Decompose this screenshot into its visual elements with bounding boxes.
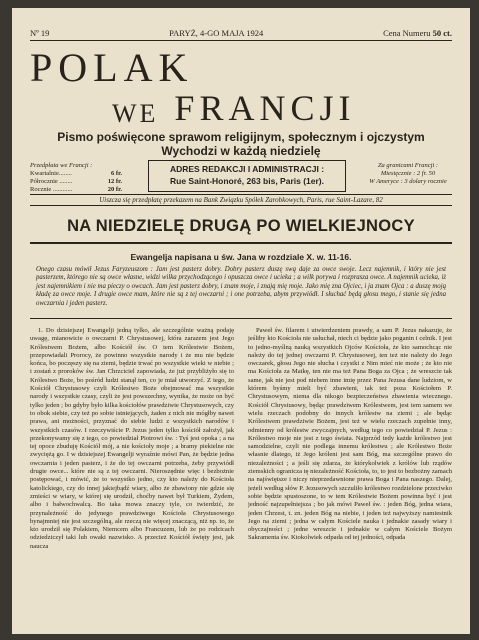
- subscription-abroad-monthly: Miesięcznie : 2 fr. 50: [380, 170, 436, 177]
- subtitle-line-1: Pismo poświęcone sprawom religijnym, społecznym i ojczystym: [57, 130, 425, 144]
- subscription-row: [30, 178, 122, 186]
- subscription-abroad: [364, 162, 452, 186]
- article-column-right: [248, 327, 452, 628]
- subscription-label: Kwartalnie........: [30, 170, 72, 177]
- article-paragraph: 1. Do dzisiejszej Ewangelji jedną tylko, ale szczególnie ważną podaję uwagę, mianowicie o owczarni P. Chrystusowej, która zarazem jest Jego Królestwem Bożem, albo Kościół św. O tem Królestwie Bożem, przepowiadali Prorocy, że powinno wszystkie narody i że mu nie będzie końca, bo poczęszy się na ziemi, będzie trwać po wszystkie wieki w niebie ; i zostań z proroków św. Jan Chrzciciel zapowiada, że już przybliżyło się to Królestwo Boże, bo pośród ludzi stanął ten, co je miał utworzyć. Z tego, że Kościół Chrystusowy czyli Królestwo Boże obejmować ma wszystkie narody i wszystkie czasy, czyli że jest powszechny, wynika, że może on być tylko jeden ; bo gdyby było kilka kościołów prawdziwie Chrystusowych, czy to obok siebie, czy też po sobie istniejących, żaden z nich nie mógłby nawet prawa, ani możności, przyznać do siebie ludzi z wszystkich narodów i wszystkich czasów. I rzeczywiście P. Jezus jeden tylko kościół założył, jak przekonywamy się z tego, co powiedział Piotrowi św. : Tyś jest opoka ; a na tej opoce zbuduję Kościół mój, a nie kościoły moje ; a bramy piekielne nie zwyciężą go. I w dzisiejszej Ewangelji wyraźnie mówi Pan, że będzie jedna owczarnia i jeden pasterz, i że do tej owczarni potrzeba, żeby przywiódł drugie owce... które nie są z tej owczarni. Nieroszędnie więc i bezbożnie postępować, i mówić, że to wszystko jedno, czy kto należy do Kościoła katolickiego, czy do innej jakiejbądź wiary, albo że zbawiony nie gdzie się zmieści w wiary, w której się urodził, choćby nawet był Turkiem, Żydem, albo i bałwochwalcą. Bo taka mowa znaczy tyle, co twierdzić, że przynależność do jedynego prawdziwego Kościoła Chrystusowego bynajmniej nie jest szczególną, ale rzeczą nie więcej znaczącą, niż np. to, że kto urodził się Polakiem, Niemcem albo Francuzem, lub że po rodzicach odziedziczył taki lub owaki nazwisko. A przecież Kościół święty jest, jak naucza: [30, 327, 234, 550]
- administration-heading: ADRES REDAKCJI I ADMINISTRACJI :: [169, 164, 325, 174]
- issue-price: [383, 28, 452, 40]
- masthead-title-line2: [112, 90, 355, 132]
- subscription-value: 12 fr.: [107, 178, 122, 185]
- price-label: Cena Numeru: [383, 28, 431, 38]
- subscription-france-heading: Przedpłata we Francji :: [30, 162, 93, 169]
- subscription-value: 6 fr.: [111, 170, 122, 177]
- subtitle-line-2: Wychodzi w każdą niedzielę: [161, 144, 321, 158]
- issue-date: PARYŻ, 4-GO MAJA 1924: [169, 28, 264, 38]
- subscription-label: Półrocznie ........: [30, 178, 73, 185]
- price-value: 50 ct.: [432, 28, 452, 38]
- masthead-title-francji: FRANCJI: [174, 88, 356, 128]
- subscription-abroad-heading: Za granicami Francji :: [377, 162, 439, 169]
- subscription-value: 20 fr.: [107, 186, 122, 193]
- issue-number: Nº 19: [30, 28, 50, 38]
- article-column-left: [30, 327, 234, 628]
- subscription-france: [30, 162, 122, 194]
- administration-address: Rue Saint-Honoré, 263 bis, Paris (1er).: [170, 176, 324, 186]
- administration-box: [148, 160, 346, 192]
- subscription-label: Rocznie ............: [30, 186, 73, 193]
- subscription-row: [30, 170, 122, 178]
- newspaper-page: [12, 8, 470, 634]
- masthead-title-polak: POLAK: [30, 45, 194, 90]
- info-bar: [30, 160, 452, 193]
- subscription-row: [30, 186, 122, 194]
- gospel-text: Onego czasu mówił Jezus Faryzeuszom : Jam jest pasterz dobry. Dobry pasterz duszę swą daje za owce swoje. Lecz najemnik, i który nie jest pasterzem, którego nie są owce własne, widzi wilka przychodzącego i opuszcza owce i ucieka ; a wilk porywa i rozprasza owce. A najemnik ucieka, iż jest najemnikiem i nie ma pieczy o owcach. Jam jest pasterz dobry, i znam moje, i znają mię moje. Jako mię zna Ojciec, i ja znam Ojca : a duszę moją kładę za owce moje. I drugie owce mam, które nie są z tej owczarni ; i one potrzeba, abym przywiódł. I słuchać będą głosu mego, i stanie się jedna owczarnia i jeden pasterz.: [36, 266, 446, 307]
- article-body: [30, 318, 452, 628]
- subscription-abroad-america: W Ameryce : 3 dolary rocznie: [369, 178, 447, 185]
- masthead-subtitle: [30, 130, 452, 158]
- gospel-title: Ewangelja napisana u św. Jana w rozdziale X. w. 11-16.: [130, 252, 352, 262]
- article-headline: NA NIEDZIELĘ DRUGĄ PO WIELKIEJNOCY: [30, 214, 452, 244]
- bank-payment-line: Uiszcza się przedpłatę przekazem na Bank Związku Spółek Zarobkowych, Paris, rue Saint-Lazare, 82: [30, 194, 452, 206]
- top-info-line: [30, 28, 452, 41]
- masthead-title-we: WE: [112, 99, 159, 128]
- article-paragraph: Paweł św. filarem i utwierdzeniem prawdy, a sam P. Jezus nakazuje, że jeśliby kto Kościoła nie usłuchał, niech ci będzie jako poganin i celnik. I jest to jedno-myślną nauką wszystkich Ojców Kościoła, że kto samochcąc nie należy do tej jednej owczarni P. Chrystusowej, ten też nie należy do Jego owczarek, głosu Jego nie słucha i czystki z Nim mieć nie może ; że kto nie ma Kościoła za Matkę, ten nie ma też Pana Boga za Ojca ; że wreszcie tak same, jak nie jest pod niebem inne imię przez Pana Jezusa dane ludziom, w którem byśmy mieli być zbawieni, tak też poza Kościołem P. Chrystusowym, niema dla nikogo bezpieczeństwa zbawienia wiecznego. Kościół Chrystusowy, będąc prawdziwem Królestwem, jest tem samem we wielu rzeczach podobny do innych królestw na ziemi ; ale będąc Królestwem prawdziwie Bożem, jest też w wielu rzeczach zupełnie inny, odmienny od królestw zwyczajnych, według tego co powiedział P. Jezus : Królestwo moje nie jest z tego świata. Najprzód tedy każde królestwo jest samodzielne, czyli nie podlega innemu królestwu ; ale Królestwo Boże własnie dlatego, iż Jego króleni jest sam Bóg, ma szczególne prawo do niezależności ; a jeśli się zdarza, że którykolwiek z królów lub rządów ziemskich ogranicza tę niezależność Kościoła, to, to jest to bezbożny zamach na najświętsze i niczy nieprzedawnione prawa Boga i Pana naszego. Dalej, jeżeli według słów P. Jezusowych szczuliło królestwo rozdzielone przeciwko sobie będzie spustoszone, to w tem Królestwie Bożem powinna być i jest jedność najzupełniejsza ; bo jak mówi Paweł św. : jeden Bóg, jedna wiara, jeden Chrzest, t. zn. jeden Bóg na niebie, i jeden też najwyższy namiestnik Jego na ziemi ; jedna w całym Kościele nauka i jednakie zasady wiary i obyczajności ; jedne wreszcie i jednakie w całym Kościele Bożym Sakramenta św. Ktokolwiek odpada od tej jedności, odpada: [248, 327, 452, 542]
